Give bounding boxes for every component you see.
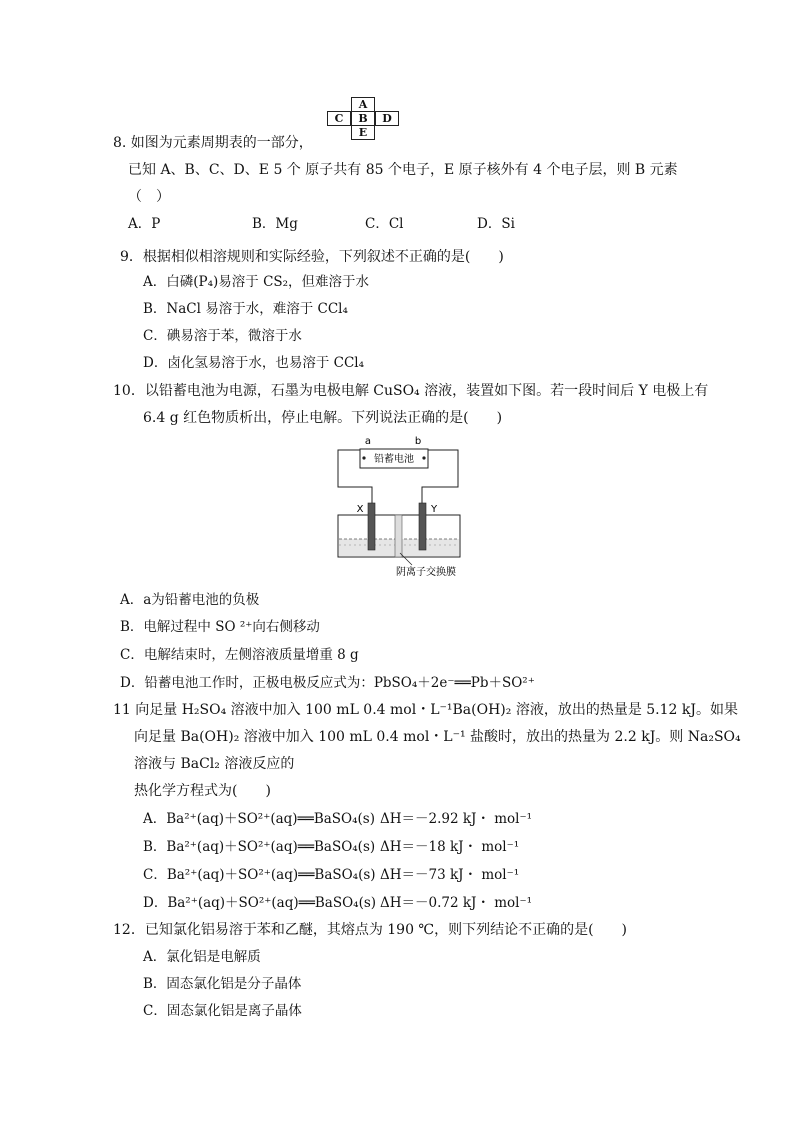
cell-c: C (327, 111, 351, 126)
electrode-y-label: Y (430, 504, 438, 515)
terminal-b-label: b (414, 436, 422, 447)
q10-stem-line1: 10．以铅蓄电池为电源，石墨为电极电解 CuSO₄ 溶液，装置如下图。若一段时间后 Y 电极上有 (113, 383, 709, 399)
q10-option-b: B．电解过程中 SO ²⁺向右侧移动 (120, 619, 320, 635)
cell-a: A (351, 97, 375, 112)
q10-option-d: D．铅蓄电池工作时，正极电极反应式为：PbSO₄＋2e⁻══Pb＋SO²⁺ (120, 675, 535, 691)
q11-option-c-enthalpy: ΔH＝－73 kJ・ mol⁻¹ (380, 867, 520, 883)
q12-stem: 12．已知氯化铝易溶于苯和乙醚，其熔点为 190 ℃，则下列结论不正确的是( ) (113, 922, 628, 938)
q8-stem: 8. 如图为元素周期表的一部分， (113, 135, 313, 151)
q11-line1: 11 向足量 H₂SO₄ 溶液中加入 100 mL 0.4 mol・L⁻¹Ba(OH)₂ 溶液，放出的热量是 5.12 kJ。如果 (113, 702, 738, 718)
q11-option-d-equation: D．Ba²⁺(aq)＋SO²⁺(aq)══BaSO₄(s) (143, 895, 377, 911)
q10-option-c: C．电解结束时，左侧溶液质量增重 8 g (120, 647, 359, 663)
q11-option-b-equation: B．Ba²⁺(aq)＋SO²⁺(aq)══BaSO₄(s) (143, 839, 376, 855)
electrolysis-diagram (330, 435, 470, 580)
q8-line2: 已知 A、B、C、D、E 5 个 原子共有 85 个电子，E 原子核外有 4 个电子层，则 B 元素 (128, 162, 678, 178)
q9-stem: 9．根据相似相溶规则和实际经验，下列叙述不正确的是( ) (120, 249, 504, 265)
cell-e: E (351, 125, 375, 140)
q11-line3: 溶液与 BaCl₂ 溶液反应的 (134, 756, 295, 772)
q12-option-a: A．氯化铝是电解质 (143, 949, 261, 965)
q9-option-d: D．卤化氢易溶于水，也易溶于 CCl₄ (143, 355, 365, 371)
membrane-label: 阴离子交换膜 (396, 567, 456, 578)
q12-option-c: C．固态氯化铝是离子晶体 (143, 1003, 302, 1019)
q11-option-a-equation: A．Ba²⁺(aq)＋SO²⁺(aq)══BaSO₄(s) (143, 811, 375, 827)
q8-line3: （ ） (128, 189, 170, 205)
q8-option-c: C．Cl (365, 216, 404, 232)
q11-option-c-equation: C．Ba²⁺(aq)＋SO²⁺(aq)══BaSO₄(s) (143, 867, 376, 883)
q11-option-d-enthalpy: ΔH＝－0.72 kJ・ mol⁻¹ (380, 895, 533, 911)
q8-option-d: D．Si (477, 216, 515, 232)
q9-option-a: A．白磷(P₄)易溶于 CS₂，但难溶于水 (143, 274, 370, 290)
q9-option-b: B．NaCl 易溶于水，难溶于 CCl₄ (143, 301, 348, 317)
q11-line4: 热化学方程式为( ) (134, 783, 271, 799)
cell-d: D (375, 111, 399, 126)
battery-label: 铅蓄电池 (374, 454, 414, 465)
terminal-a-label: a (364, 436, 372, 447)
q10-option-a: A．a为铅蓄电池的负极 (120, 592, 260, 608)
electrode-x-label: X (356, 504, 364, 515)
q11-option-a-enthalpy: ΔH＝－2.92 kJ・ mol⁻¹ (380, 811, 533, 827)
q10-stem-line2: 6.4 g 红色物质析出，停止电解。下列说法正确的是( ) (143, 410, 503, 426)
q12-option-b: B．固态氯化铝是分子晶体 (143, 976, 302, 992)
cell-b: B (351, 111, 375, 126)
periodic-table-fragment (321, 97, 409, 139)
q11-line2: 向足量 Ba(OH)₂ 溶液中加入 100 mL 0.4 mol・L⁻¹ 盐酸时，放出的热量为 2.2 kJ。则 Na₂SO₄ (134, 729, 741, 745)
q8-option-b: B．Mg (252, 216, 298, 232)
q9-option-c: C．碘易溶于苯，微溶于水 (143, 328, 302, 344)
q8-option-a: A．P (128, 216, 161, 232)
q11-option-b-enthalpy: ΔH＝－18 kJ・ mol⁻¹ (380, 839, 520, 855)
